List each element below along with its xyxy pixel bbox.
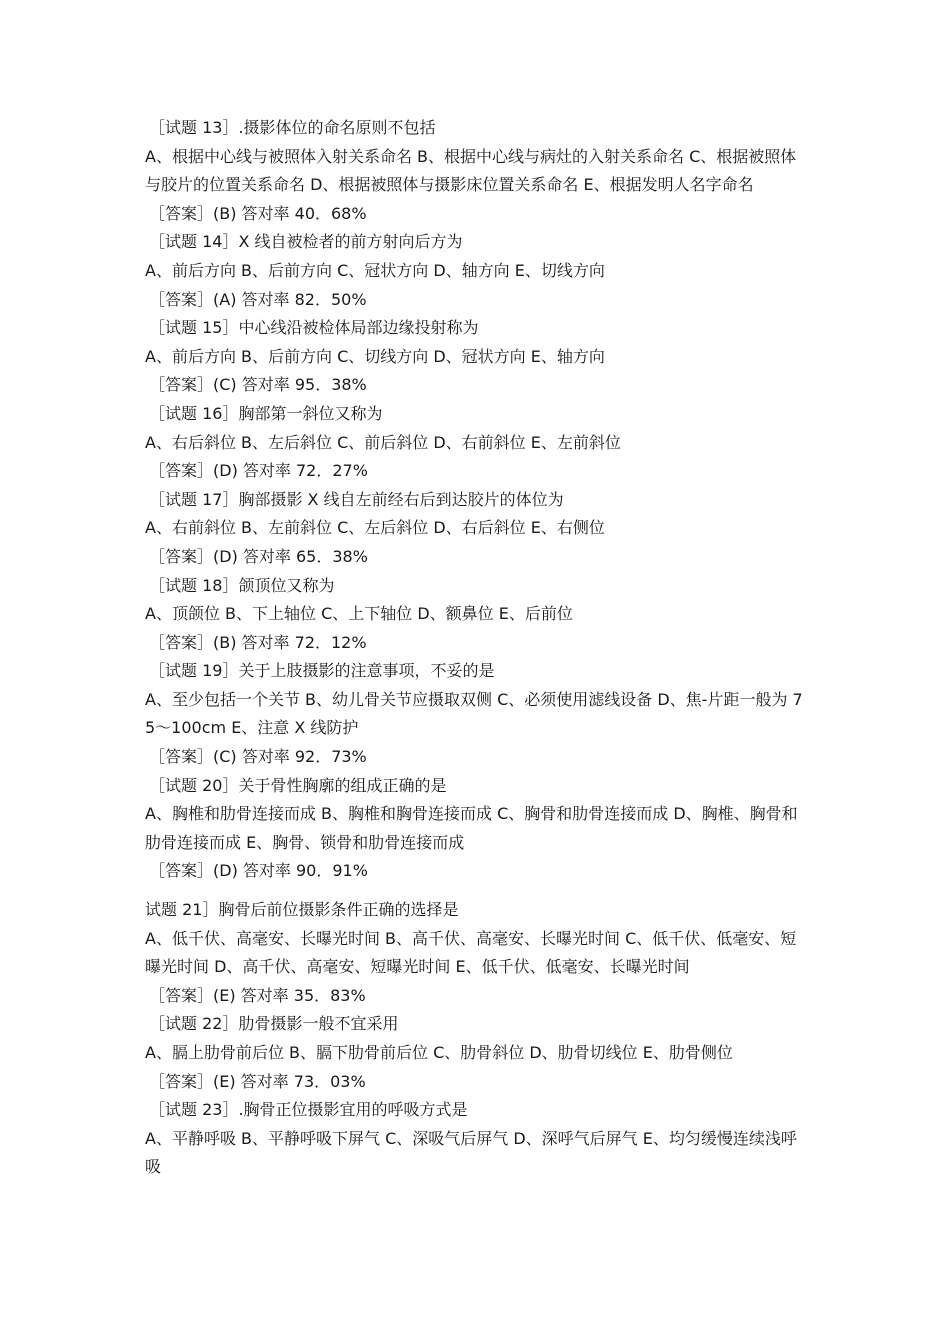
answer-17: ［答案］(D) 答对率 65．38%	[149, 546, 368, 566]
options-20: A、胸椎和肋骨连接而成 B、胸椎和胸骨连接而成 C、胸骨和肋骨连接而成 D、胸椎、胸骨和肋骨连接而成 E、胸骨、锁骨和肋骨连接而成	[145, 804, 798, 852]
question-13: ［试题 13］.摄影体位的命名原则不包括	[149, 118, 436, 137]
answer-19: ［答案］(C) 答对率 92．73%	[149, 747, 367, 767]
answer-21: ［答案］(E) 答对率 35．83%	[149, 985, 366, 1005]
document-body	[145, 114, 810, 1182]
answer-13: ［答案］(B) 答对率 40．68%	[149, 203, 367, 223]
options-17: A、右前斜位 B、左前斜位 C、左后斜位 D、右后斜位 E、右侧位	[145, 518, 605, 538]
question-15: ［试题 15］中心线沿被检体局部边缘投射称为	[149, 318, 479, 338]
answer-14: ［答案］(A) 答对率 82．50%	[149, 289, 367, 309]
question-16: ［试题 16］胸部第一斜位又称为	[149, 403, 383, 423]
question-14: ［试题 14］X 线自被检者的前方射向后方为	[149, 232, 463, 252]
paragraph-gap	[145, 886, 810, 896]
options-21: A、低千伏、高毫安、长曝光时间 B、高千伏、高毫安、长曝光时间 C、低千伏、低毫安、短曝光时间 D、高千伏、高毫安、短曝光时间 E、低千伏、低毫安、长曝光时间	[145, 928, 797, 977]
question-23: ［试题 23］.胸骨正位摄影宜用的呼吸方式是	[149, 1100, 468, 1120]
options-22: A、膈上肋骨前后位 B、膈下肋骨前后位 C、肋骨斜位 D、肋骨切线位 E、肋骨侧位	[145, 1043, 733, 1062]
question-18: ［试题 18］颌顶位又称为	[149, 575, 335, 595]
answer-18: ［答案］(B) 答对率 72．12%	[149, 632, 367, 652]
options-18: A、顶颌位 B、下上轴位 C、上下轴位 D、额鼻位 E、后前位	[145, 604, 573, 624]
answer-15: ［答案］(C) 答对率 95．38%	[149, 375, 367, 395]
options-14: A、前后方向 B、后前方向 C、冠状方向 D、轴方向 E、切线方向	[145, 260, 605, 280]
options-15: A、前后方向 B、后前方向 C、切线方向 D、冠状方向 E、轴方向	[145, 346, 605, 366]
options-16: A、右后斜位 B、左后斜位 C、前后斜位 D、右前斜位 E、左前斜位	[145, 432, 621, 452]
answer-16: ［答案］(D) 答对率 72．27%	[149, 461, 368, 481]
question-21: 试题 21］胸骨后前位摄影条件正确的选择是	[145, 900, 459, 920]
question-17: ［试题 17］胸部摄影 X 线自左前经右后到达胶片的体位为	[149, 489, 564, 509]
answer-20: ［答案］(D) 答对率 90．91%	[149, 861, 368, 881]
question-20: ［试题 20］关于骨性胸廓的组成正确的是	[149, 775, 447, 795]
question-19: ［试题 19］关于上肢摄影的注意事项，不妥的是	[149, 661, 495, 681]
options-19: A、至少包括一个关节 B、幼儿骨关节应摄取双侧 C、必须使用滤线设备 D、焦-片距一般为 75～100cm E、注意 X 线防护	[145, 689, 803, 738]
question-22: ［试题 22］肋骨摄影一般不宜采用	[149, 1014, 399, 1034]
options-13: A、根据中心线与被照体入射关系命名 B、根据中心线与病灶的入射关系命名 C、根据被照体与胶片的位置关系命名 D、根据被照体与摄影床位置关系命名 E、根据发明人名字命名	[145, 146, 797, 195]
options-23: A、平静呼吸 B、平静呼吸下屏气 C、深吸气后屏气 D、深呼气后屏气 E、均匀缓慢连续浅呼吸	[145, 1128, 797, 1177]
answer-22: ［答案］(E) 答对率 73．03%	[149, 1071, 366, 1091]
